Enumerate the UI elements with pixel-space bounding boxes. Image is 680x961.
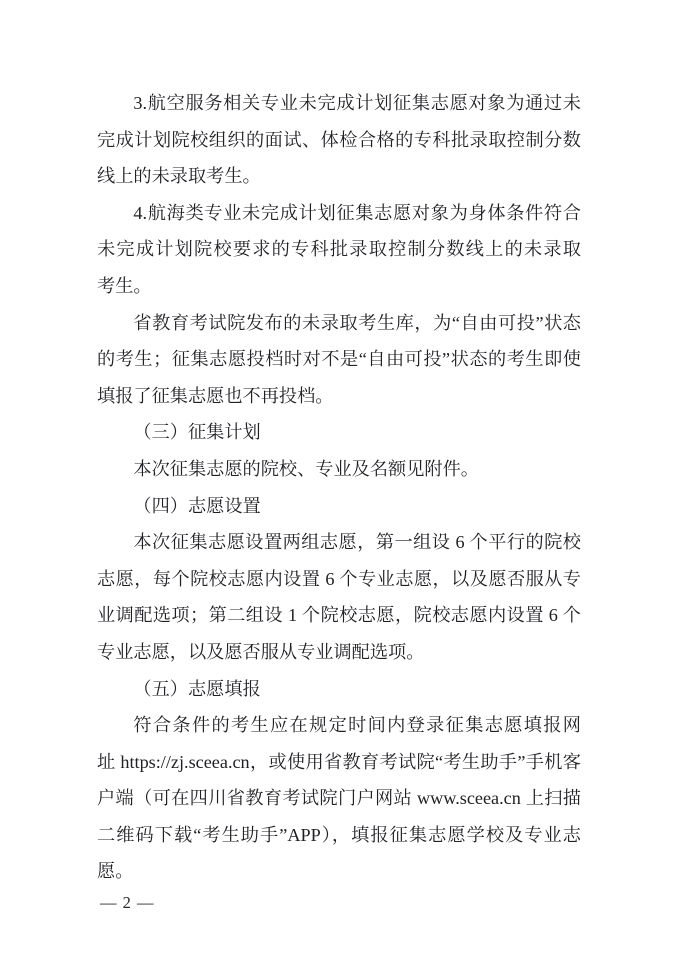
paragraph-nautical-majors — [97, 195, 581, 305]
text-line: 户端（可在四川省教育考试院门户网站 www.sceea.cn 上扫描 — [97, 788, 581, 809]
document-body — [97, 85, 581, 890]
section-heading: （五）志愿填报 — [133, 678, 261, 699]
heading-section-4-volunteer-setup — [97, 488, 581, 525]
paragraph-collection-plan-attachment — [97, 451, 581, 488]
text-line: 4.航海类专业未完成计划征集志愿对象为身体条件符合 — [133, 202, 581, 223]
text-line: 的考生；征集志愿投档时对不是“自由可投”状态的考生即使 — [97, 349, 581, 370]
text-line: 线上的未录取考生。 — [97, 166, 261, 187]
text-line: 3.航空服务相关专业未完成计划征集志愿对象为通过未 — [133, 93, 581, 113]
text-line: 专业志愿，以及愿否服从专业调配选项。 — [97, 641, 425, 662]
paragraph-volunteer-filing-detail — [97, 707, 581, 890]
text-line: 本次征集志愿设置两组志愿，第一组设 6 个平行的院校 — [133, 532, 581, 553]
paragraph-free-to-apply-status — [97, 305, 581, 415]
text-line: 本次征集志愿的院校、专业及名额见附件。 — [133, 458, 479, 479]
page-number: — 2 — — [100, 893, 155, 912]
text-line: 符合条件的考生应在规定时间内登录征集志愿填报网 — [133, 715, 581, 736]
paragraph-volunteer-setup-detail — [97, 524, 581, 670]
text-line: 址 https://zj.sceea.cn，或使用省教育考试院“考生助手”手机客 — [97, 751, 581, 772]
section-heading: （三）征集计划 — [133, 422, 261, 443]
section-heading: （四）志愿设置 — [133, 495, 261, 516]
text-line: 愿。 — [97, 861, 134, 882]
text-line: 二维码下载“考生助手”APP），填报征集志愿学校及专业志 — [97, 824, 581, 845]
text-line: 考生。 — [97, 275, 152, 296]
paragraph-aviation-service — [97, 85, 581, 195]
text-line: 填报了征集志愿也不再投档。 — [97, 385, 334, 406]
heading-section-3-collection-plan — [97, 414, 581, 451]
text-line: 业调配选项；第二组设 1 个院校志愿，院校志愿内设置 6 个 — [97, 605, 581, 626]
text-line: 未完成计划院校要求的专科批录取控制分数线上的未录取 — [97, 239, 581, 260]
text-line: 省教育考试院发布的未录取考生库，为“自由可投”状态 — [133, 312, 581, 333]
text-line: 志愿，每个院校志愿内设置 6 个专业志愿，以及愿否服从专 — [97, 568, 581, 589]
text-line: 完成计划院校组织的面试、体检合格的专科批录取控制分数 — [97, 129, 581, 150]
heading-section-5-volunteer-filing — [97, 671, 581, 708]
